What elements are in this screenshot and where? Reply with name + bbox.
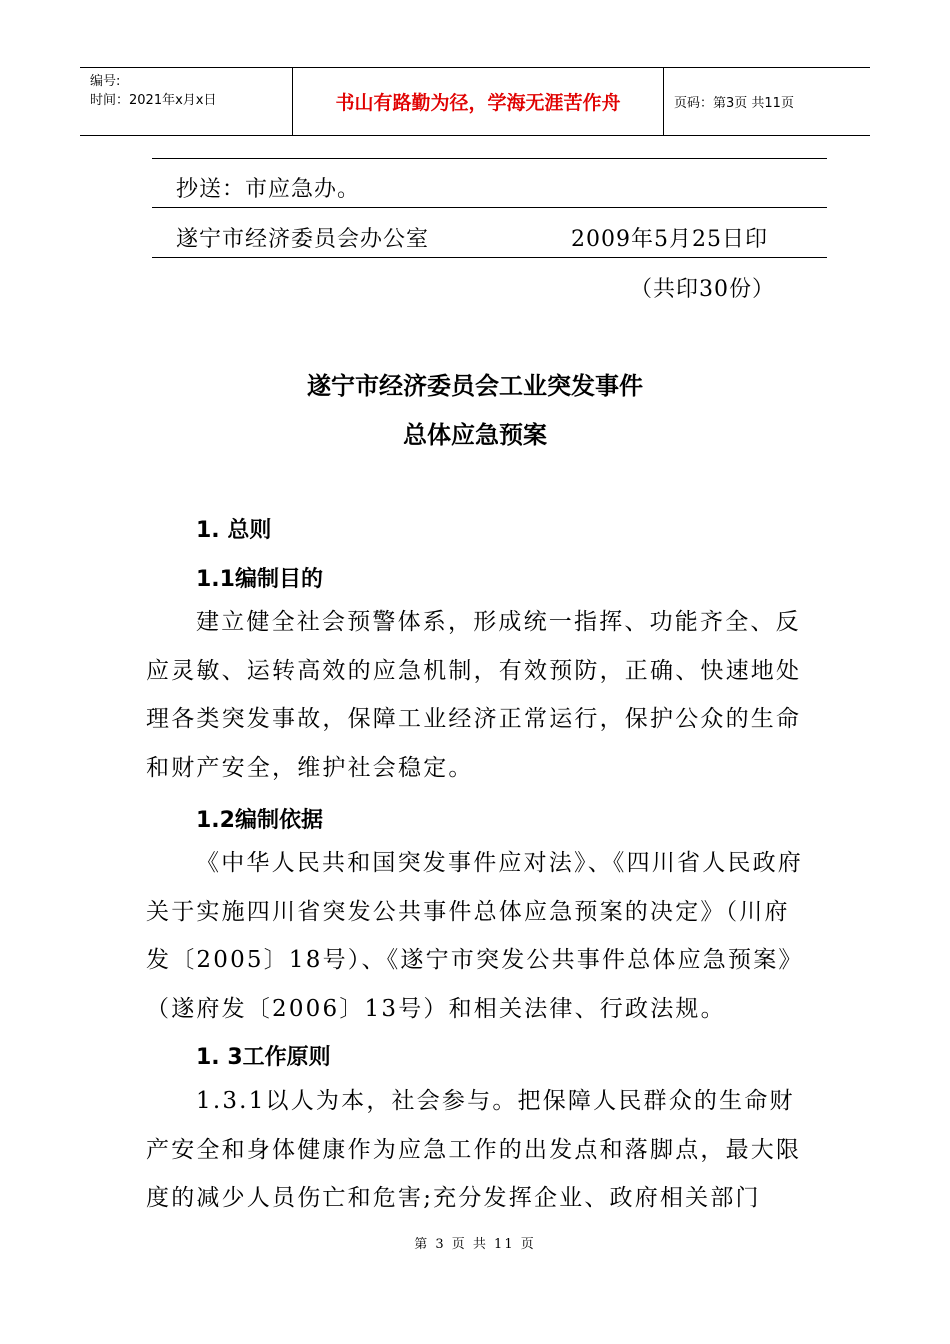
- issuing-office: 遂宁市经济委员会办公室: [176, 227, 430, 252]
- header-meta-cell: [80, 68, 293, 135]
- section-1-3-body: [146, 1077, 811, 1223]
- section-1-1-heading: 1.1编制目的: [196, 567, 323, 592]
- section-1-1-body: [146, 598, 811, 792]
- divider-middle: [152, 207, 827, 208]
- section-1-2-body: [146, 839, 811, 1033]
- section-1-3-heading: 1. 3工作原则: [196, 1045, 331, 1070]
- cc-line: 抄送：市应急办。: [176, 177, 361, 202]
- number-label: 编号:: [90, 74, 121, 89]
- header-page-code: 页码：第3页 共11页: [674, 96, 794, 111]
- page-footer: 第 3 页 共 11 页: [414, 1237, 536, 1252]
- section-1-3-text: 1.3.1以人为本，社会参与。把保障人民群众的生命财产安全和身体健康作为应急工作的出发点和落脚点，最大限度的减少人员伤亡和危害;充分发挥企业、政府相关部门: [146, 1088, 802, 1211]
- header-table: [80, 67, 870, 136]
- section-1-1-text: 建立健全社会预警体系，形成统一指挥、功能齐全、反应灵敏、运转高效的应急机制，有效预防，正确、快速地处理各类突发事故，保障工业经济正常运行，保护公众的生命和财产安全，维护社会稳定。: [146, 609, 802, 781]
- print-date: 2009年5月25日印: [571, 227, 768, 252]
- copies-count: （共印30份）: [630, 277, 775, 302]
- section-1-2-heading: 1.2编制依据: [196, 808, 323, 833]
- document-title-line-1: 遂宁市经济委员会工业突发事件: [307, 372, 643, 400]
- section-1-heading: 1. 总则: [196, 518, 272, 543]
- header-motto: 书山有路勤为径，学海无涯苦作舟: [293, 68, 664, 135]
- divider-top: [152, 158, 827, 159]
- time-label: 时间：2021年x月x日: [90, 93, 217, 108]
- document-title-line-2: 总体应急预案: [403, 421, 547, 449]
- section-1-2-text: 《中华人民共和国突发事件应对法》、《四川省人民政府关于实施四川省突发公共事件总体应急预案的决定》（川府发〔2005〕18号）、《遂宁市突发公共事件总体应急预案》（遂府发〔2006〕13号）和相关法律、行政法规。: [146, 850, 804, 1022]
- divider-bottom: [152, 257, 827, 258]
